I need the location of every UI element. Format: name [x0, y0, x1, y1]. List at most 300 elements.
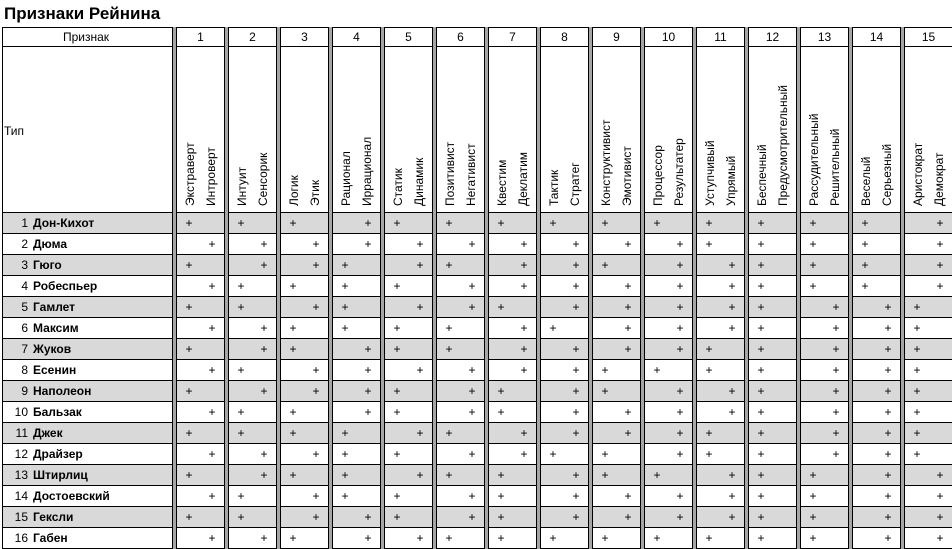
trait-label-a	[544, 48, 564, 212]
type-name: Гамлет	[33, 300, 76, 314]
trait-mark-a: +	[705, 237, 713, 251]
grid-line	[2, 422, 952, 423]
trait-mark-b: +	[468, 405, 476, 419]
type-name: Дюма	[33, 237, 68, 251]
trait-mark-a: +	[289, 531, 297, 545]
trait-label-a-text: Квестим	[495, 159, 509, 206]
trait-mark-b: +	[936, 531, 944, 545]
trait-mark-b: +	[624, 426, 632, 440]
trait-mark-b: +	[936, 216, 944, 230]
trait-mark-a: +	[237, 300, 245, 314]
trait-mark-b: +	[572, 258, 580, 272]
trait-mark-b: +	[208, 237, 216, 251]
trait-mark-b: +	[832, 384, 840, 398]
trait-mark-a: +	[393, 279, 401, 293]
column-separator	[848, 27, 853, 549]
trait-mark-a: +	[445, 531, 453, 545]
trait-mark-a: +	[289, 426, 297, 440]
trait-mark-b: +	[520, 279, 528, 293]
trait-mark-a: +	[497, 384, 505, 398]
trait-mark-a: +	[809, 489, 817, 503]
trait-label-a	[180, 48, 200, 212]
trait-mark-a: +	[445, 426, 453, 440]
trait-mark-b: +	[364, 363, 372, 377]
column-separator	[172, 27, 177, 549]
trait-mark-a: +	[549, 531, 557, 545]
type-name: Дон-Кихот	[33, 216, 95, 230]
trait-mark-b: +	[364, 342, 372, 356]
grid-line	[2, 212, 952, 213]
trait-mark-b: +	[468, 363, 476, 377]
trait-label-b-text: Предусмотрительный	[776, 85, 790, 206]
trait-mark-b: +	[728, 279, 736, 293]
trait-mark-b: +	[676, 321, 684, 335]
column-separator	[744, 27, 749, 549]
column-separator	[432, 27, 437, 549]
trait-label-a	[596, 48, 616, 212]
trait-mark-a: +	[913, 342, 921, 356]
trait-mark-b: +	[572, 237, 580, 251]
trait-mark-a: +	[757, 279, 765, 293]
type-name: Джек	[33, 426, 63, 440]
trait-label-b-text: Интроверт	[204, 147, 218, 206]
trait-mark-b: +	[728, 384, 736, 398]
column-separator	[536, 27, 541, 549]
trait-label-b	[409, 48, 429, 212]
trait-mark-b: +	[416, 237, 424, 251]
trait-mark-a: +	[185, 468, 193, 482]
trait-mark-a: +	[549, 321, 557, 335]
trait-label-a	[700, 48, 720, 212]
trait-mark-a: +	[913, 384, 921, 398]
column-separator	[328, 27, 333, 549]
trait-mark-a: +	[341, 489, 349, 503]
trait-mark-b: +	[208, 405, 216, 419]
trait-label-b	[669, 48, 689, 212]
trait-mark-a: +	[341, 321, 349, 335]
trait-mark-b: +	[832, 447, 840, 461]
grid-line	[2, 359, 952, 360]
type-name: Гексли	[33, 510, 74, 524]
trait-mark-b: +	[208, 279, 216, 293]
trait-mark-b: +	[572, 363, 580, 377]
trait-label-b-text: Серьезный	[880, 143, 894, 206]
trait-mark-b: +	[312, 258, 320, 272]
trait-mark-b: +	[208, 489, 216, 503]
trait-label-b-text: Упрямый	[724, 155, 738, 206]
trait-mark-b: +	[728, 405, 736, 419]
trait-mark-a: +	[809, 237, 817, 251]
trait-mark-a: +	[757, 300, 765, 314]
trait-number: 5	[405, 30, 412, 44]
type-header	[4, 122, 64, 140]
trait-label-a	[856, 48, 876, 212]
trait-label-b	[201, 48, 221, 212]
trait-mark-a: +	[913, 300, 921, 314]
trait-mark-a: +	[289, 342, 297, 356]
trait-mark-b: +	[416, 300, 424, 314]
trait-mark-b: +	[832, 426, 840, 440]
trait-mark-b: +	[624, 342, 632, 356]
trait-mark-b: +	[260, 321, 268, 335]
trait-label-b-text: Деклатим	[516, 151, 530, 206]
trait-mark-b: +	[936, 258, 944, 272]
trait-number: 4	[353, 30, 360, 44]
trait-mark-a: +	[705, 426, 713, 440]
trait-mark-b: +	[884, 405, 892, 419]
grid-line	[2, 275, 952, 276]
trait-mark-b: +	[884, 300, 892, 314]
trait-label-a-text: Статик	[391, 168, 405, 206]
grid-line	[2, 380, 952, 381]
trait-mark-b: +	[520, 342, 528, 356]
trait-mark-b: +	[728, 300, 736, 314]
trait-mark-a: +	[393, 321, 401, 335]
row-number: 15	[14, 510, 28, 524]
trait-mark-b: +	[520, 237, 528, 251]
trait-mark-b: +	[312, 447, 320, 461]
grid-line	[2, 233, 952, 234]
trait-label-b-text: Негативист	[464, 143, 478, 206]
trait-mark-a: +	[393, 216, 401, 230]
grid-line	[2, 317, 952, 318]
trait-label-b	[513, 48, 533, 212]
trait-number: 14	[869, 30, 884, 44]
trait-mark-a: +	[289, 321, 297, 335]
trait-mark-b: +	[364, 237, 372, 251]
grid-line	[2, 27, 3, 549]
trait-number: 12	[765, 30, 780, 44]
trait-mark-b: +	[832, 363, 840, 377]
trait-number: 15	[921, 30, 936, 44]
trait-mark-b: +	[728, 321, 736, 335]
grid-line	[2, 296, 952, 297]
trait-mark-a: +	[757, 426, 765, 440]
trait-label-a	[804, 48, 824, 212]
trait-mark-a: +	[341, 300, 349, 314]
trait-mark-b: +	[728, 468, 736, 482]
trait-label-b	[877, 48, 897, 212]
trait-label-a-text: Логик	[287, 175, 301, 206]
column-separator	[276, 27, 281, 549]
grid-line	[2, 443, 952, 444]
trait-mark-b: +	[936, 468, 944, 482]
trait-mark-a: +	[341, 279, 349, 293]
trait-mark-b: +	[884, 489, 892, 503]
trait-mark-b: +	[832, 300, 840, 314]
trait-mark-b: +	[364, 384, 372, 398]
trait-mark-b: +	[260, 384, 268, 398]
trait-label-b-text: Иррационал	[360, 136, 374, 206]
trait-mark-b: +	[624, 489, 632, 503]
row-shade	[2, 339, 952, 360]
trait-mark-a: +	[913, 447, 921, 461]
column-separator	[484, 27, 489, 549]
trait-mark-a: +	[393, 342, 401, 356]
trait-mark-a: +	[913, 321, 921, 335]
trait-mark-b: +	[364, 405, 372, 419]
trait-mark-b: +	[260, 237, 268, 251]
trait-mark-b: +	[208, 531, 216, 545]
trait-mark-b: +	[624, 510, 632, 524]
trait-mark-b: +	[312, 363, 320, 377]
trait-mark-a: +	[809, 216, 817, 230]
column-separator	[900, 27, 905, 549]
trait-mark-b: +	[676, 279, 684, 293]
trait-label-b-text: Результатер	[672, 138, 686, 206]
trait-mark-b: +	[624, 279, 632, 293]
trait-mark-a: +	[393, 405, 401, 419]
trait-label-b	[461, 48, 481, 212]
trait-mark-a: +	[809, 531, 817, 545]
trait-mark-a: +	[705, 447, 713, 461]
trait-label-a-text: Беспечный	[755, 144, 769, 206]
trait-mark-b: +	[624, 237, 632, 251]
trait-mark-b: +	[676, 237, 684, 251]
trait-mark-a: +	[185, 510, 193, 524]
trait-mark-a: +	[237, 405, 245, 419]
column-separator	[796, 27, 801, 549]
row-number: 14	[14, 489, 28, 503]
trait-mark-b: +	[468, 447, 476, 461]
trait-label-a-text: Интуит	[235, 166, 249, 206]
trait-mark-b: +	[676, 510, 684, 524]
trait-mark-a: +	[601, 468, 609, 482]
trait-mark-a: +	[757, 468, 765, 482]
trait-mark-a: +	[549, 447, 557, 461]
trait-label-b-text: Эмотивист	[620, 146, 634, 206]
grid-line	[2, 27, 952, 28]
trait-number: 2	[249, 30, 256, 44]
trait-number: 6	[457, 30, 464, 44]
row-number: 2	[21, 237, 28, 251]
trait-mark-b: +	[208, 321, 216, 335]
trait-mark-a: +	[809, 258, 817, 272]
trait-mark-b: +	[364, 510, 372, 524]
trait-label-a	[908, 48, 928, 212]
grid-line	[2, 46, 952, 47]
trait-label-a	[388, 48, 408, 212]
trait-mark-a: +	[237, 510, 245, 524]
trait-label-a-text: Веселый	[859, 156, 873, 206]
trait-mark-a: +	[705, 531, 713, 545]
trait-mark-a: +	[445, 321, 453, 335]
trait-mark-b: +	[416, 531, 424, 545]
trait-mark-a: +	[237, 426, 245, 440]
trait-mark-b: +	[884, 468, 892, 482]
trait-mark-b: +	[832, 405, 840, 419]
trait-label-b	[253, 48, 273, 212]
sign-header: Признак	[62, 30, 110, 44]
trait-mark-b: +	[676, 426, 684, 440]
trait-mark-a: +	[809, 510, 817, 524]
trait-number: 3	[301, 30, 308, 44]
trait-mark-b: +	[416, 426, 424, 440]
trait-label-b	[305, 48, 325, 212]
trait-mark-b: +	[364, 216, 372, 230]
trait-mark-a: +	[497, 405, 505, 419]
trait-mark-a: +	[705, 216, 713, 230]
grid-line	[2, 254, 952, 255]
trait-label-a	[284, 48, 304, 212]
trait-mark-a: +	[341, 468, 349, 482]
trait-number: 13	[817, 30, 832, 44]
trait-mark-b: +	[676, 447, 684, 461]
type-name: Максим	[33, 321, 79, 335]
type-name: Жуков	[33, 342, 72, 356]
trait-number: 1	[197, 30, 204, 44]
trait-label-a-text: Тактик	[547, 169, 561, 206]
trait-mark-a: +	[757, 405, 765, 419]
trait-mark-b: +	[312, 489, 320, 503]
trait-mark-b: +	[884, 321, 892, 335]
trait-mark-b: +	[520, 363, 528, 377]
trait-mark-b: +	[312, 384, 320, 398]
row-number: 12	[14, 447, 28, 461]
trait-label-b	[617, 48, 637, 212]
trait-mark-b: +	[260, 447, 268, 461]
row-number: 9	[21, 384, 28, 398]
trait-mark-a: +	[289, 216, 297, 230]
trait-mark-a: +	[445, 216, 453, 230]
trait-mark-a: +	[913, 405, 921, 419]
trait-label-a	[492, 48, 512, 212]
type-name: Драйзер	[33, 447, 83, 461]
column-separator	[640, 27, 645, 549]
trait-mark-b: +	[676, 258, 684, 272]
trait-mark-a: +	[445, 258, 453, 272]
trait-mark-b: +	[260, 468, 268, 482]
trait-mark-b: +	[676, 342, 684, 356]
trait-label-a	[752, 48, 772, 212]
trait-number: 8	[561, 30, 568, 44]
trait-label-b-text: Решительный	[828, 128, 842, 206]
trait-label-a	[440, 48, 460, 212]
trait-label-a-text: Конструктивист	[599, 119, 613, 206]
trait-label-b-text: Этик	[308, 179, 322, 206]
trait-mark-b: +	[676, 384, 684, 398]
row-number: 5	[21, 300, 28, 314]
trait-mark-b: +	[572, 300, 580, 314]
trait-mark-a: +	[757, 510, 765, 524]
trait-mark-a: +	[861, 237, 869, 251]
row-number: 7	[21, 342, 28, 356]
trait-mark-a: +	[497, 300, 505, 314]
trait-mark-b: +	[884, 342, 892, 356]
trait-label-b	[825, 48, 845, 212]
trait-label-b	[929, 48, 949, 212]
trait-mark-a: +	[497, 468, 505, 482]
trait-mark-a: +	[185, 384, 193, 398]
row-number: 6	[21, 321, 28, 335]
trait-label-b	[357, 48, 377, 212]
trait-mark-a: +	[497, 489, 505, 503]
trait-mark-a: +	[237, 279, 245, 293]
trait-mark-b: +	[728, 258, 736, 272]
trait-mark-b: +	[520, 426, 528, 440]
trait-mark-b: +	[416, 468, 424, 482]
grid-line	[2, 506, 952, 507]
trait-mark-a: +	[185, 258, 193, 272]
trait-mark-b: +	[260, 258, 268, 272]
page-title: Признаки Рейнина	[4, 4, 161, 23]
type-name: Достоевский	[33, 489, 110, 503]
trait-label-a	[232, 48, 252, 212]
trait-mark-b: +	[624, 405, 632, 419]
trait-mark-a: +	[705, 342, 713, 356]
trait-mark-a: +	[237, 216, 245, 230]
trait-label-b-text: Демократ	[932, 152, 946, 206]
trait-mark-b: +	[208, 447, 216, 461]
trait-mark-b: +	[676, 489, 684, 503]
trait-mark-b: +	[416, 258, 424, 272]
trait-mark-a: +	[497, 531, 505, 545]
trait-mark-b: +	[884, 384, 892, 398]
trait-number: 9	[613, 30, 620, 44]
trait-mark-a: +	[601, 363, 609, 377]
trait-mark-b: +	[884, 531, 892, 545]
trait-mark-b: +	[884, 447, 892, 461]
trait-mark-b: +	[520, 447, 528, 461]
trait-mark-a: +	[861, 279, 869, 293]
trait-mark-b: +	[520, 258, 528, 272]
trait-mark-b: +	[936, 510, 944, 524]
trait-mark-b: +	[728, 489, 736, 503]
trait-mark-a: +	[601, 216, 609, 230]
trait-mark-b: +	[936, 489, 944, 503]
trait-label-a-text: Рационал	[339, 151, 353, 206]
trait-label-a	[648, 48, 668, 212]
trait-mark-a: +	[653, 216, 661, 230]
column-separator	[588, 27, 593, 549]
trait-mark-a: +	[757, 216, 765, 230]
type-name: Есенин	[33, 363, 77, 377]
trait-mark-a: +	[757, 384, 765, 398]
trait-mark-a: +	[913, 426, 921, 440]
grid-line	[2, 485, 952, 486]
trait-mark-b: +	[572, 489, 580, 503]
trait-mark-b: +	[884, 426, 892, 440]
trait-mark-b: +	[468, 510, 476, 524]
grid-line	[2, 401, 952, 402]
trait-mark-b: +	[572, 342, 580, 356]
trait-mark-b: +	[312, 237, 320, 251]
trait-mark-a: +	[913, 363, 921, 377]
trait-label-a	[336, 48, 356, 212]
trait-mark-b: +	[260, 342, 268, 356]
trait-mark-a: +	[549, 216, 557, 230]
row-number: 8	[21, 363, 28, 377]
trait-mark-b: +	[312, 510, 320, 524]
trait-mark-a: +	[757, 531, 765, 545]
trait-label-a-text: Процессор	[651, 145, 665, 206]
trait-mark-a: +	[445, 342, 453, 356]
trait-mark-b: +	[832, 342, 840, 356]
trait-number: 7	[509, 30, 516, 44]
trait-mark-a: +	[497, 510, 505, 524]
trait-mark-a: +	[757, 363, 765, 377]
trait-mark-a: +	[809, 279, 817, 293]
trait-mark-a: +	[341, 258, 349, 272]
row-shade	[2, 423, 952, 444]
trait-mark-a: +	[393, 447, 401, 461]
trait-mark-a: +	[757, 237, 765, 251]
trait-mark-a: +	[185, 342, 193, 356]
row-number: 1	[21, 216, 28, 230]
trait-mark-a: +	[861, 216, 869, 230]
trait-label-b	[565, 48, 585, 212]
trait-mark-b: +	[468, 279, 476, 293]
